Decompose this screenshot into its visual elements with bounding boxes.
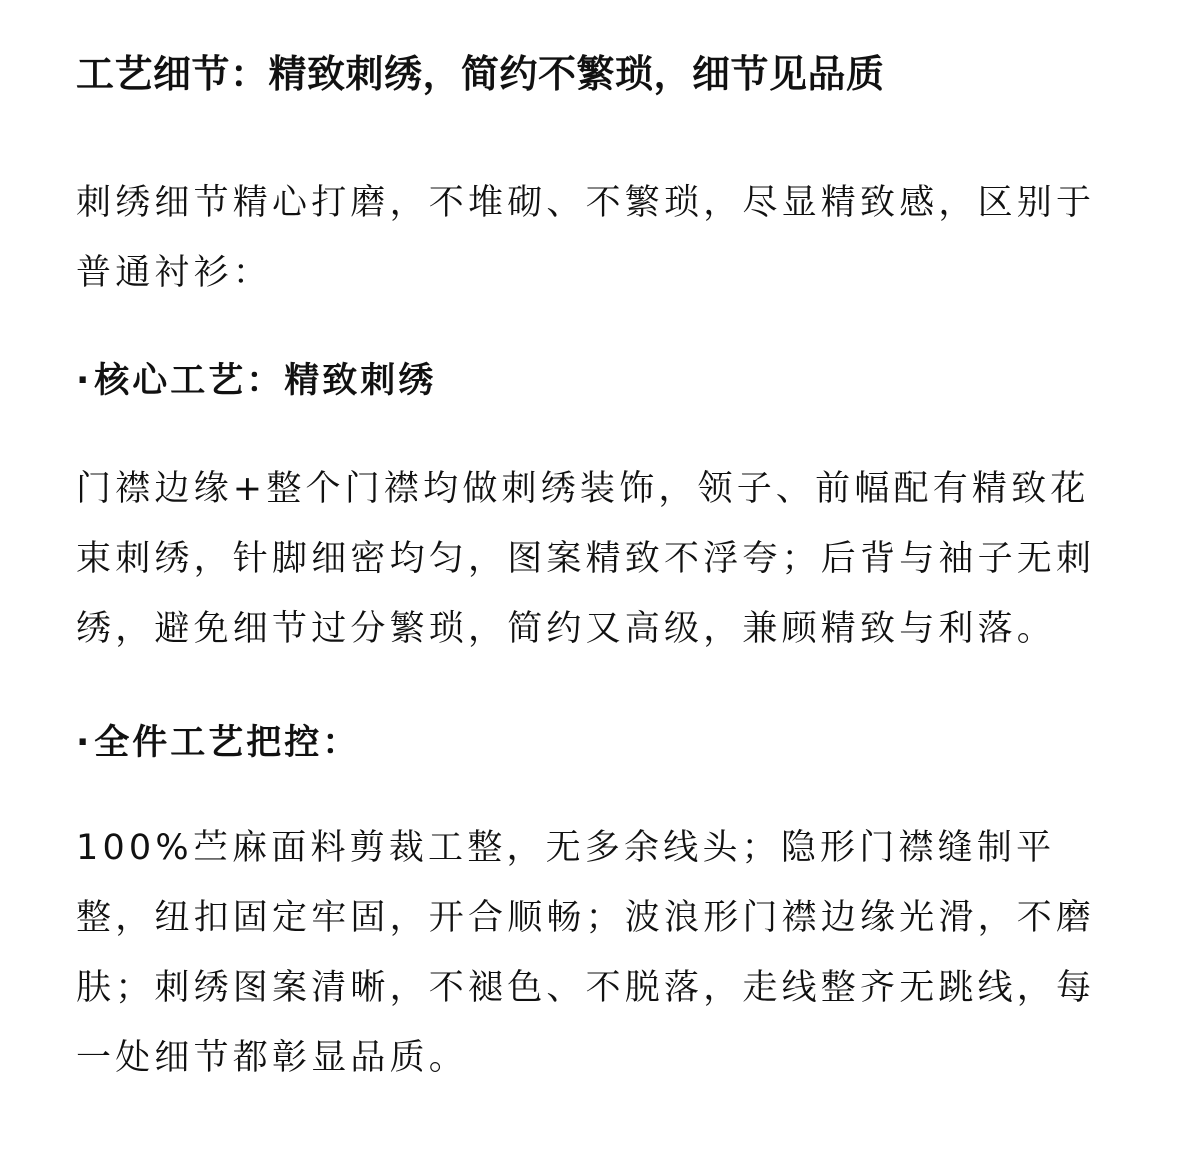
section-body-quality-control: 100%苎麻面料剪裁工整，无多余线头；隐形门襟缝制平整，纽扣固定牢固，开合顺畅；波浪形门襟边缘光滑，不磨肤；刺绣图案清晰，不褪色、不脱落，走线整齐无跳线，每一处细节都彰显品质。 — [76, 828, 1096, 1078]
section-body-core-craft: 门襟边缘+整个门襟均做刺绣装饰，领子、前幅配有精致花束刺绣，针脚细密均匀，图案精致不浮夸；后背与袖子无刺绣，避免细节过分繁琐，简约又高级，兼顾精致与利落。 — [76, 469, 1096, 649]
bullet-dot: · — [76, 361, 93, 401]
section-heading-label: 全件工艺把控： — [94, 723, 361, 763]
section-heading-quality-control — [76, 713, 360, 773]
section-heading-label: 核心工艺：精致刺绣 — [94, 361, 437, 401]
intro-paragraph: 刺绣细节精心打磨，不堆砌、不繁琐，尽显精致感，区别于普通衬衫： — [76, 183, 1096, 293]
section-heading-core-craft — [76, 351, 436, 411]
page-title: 工艺细节：精致刺绣，简约不繁琐，细节见品质 — [76, 52, 885, 96]
bullet-dot: · — [76, 723, 93, 763]
